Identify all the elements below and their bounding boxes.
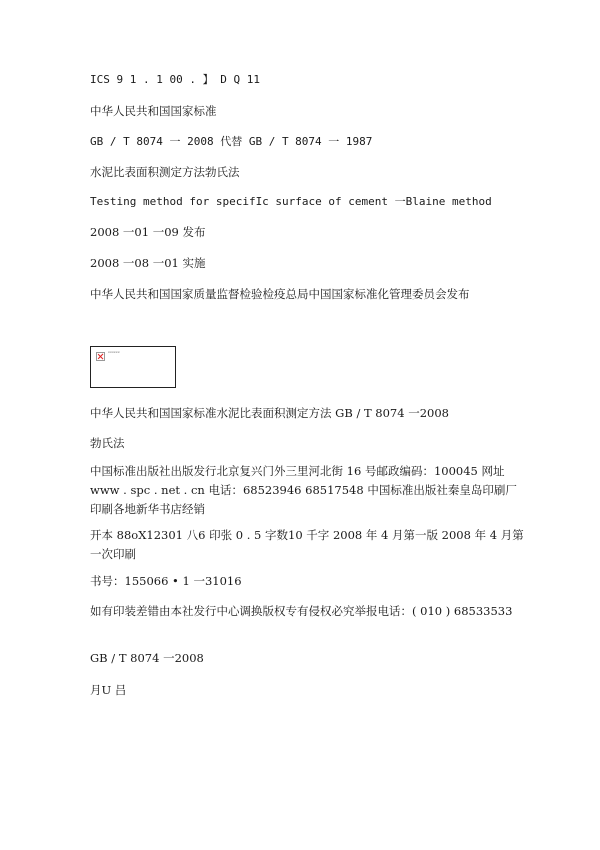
issuing-authorities: 中华人民共和国国家质量监督检验检疫总局中国国家标准化管理委员会发布 <box>90 287 470 301</box>
title-english: Testing method for specifIc surface of cement 一Blaine method <box>90 195 492 208</box>
broken-image-placeholder <box>90 346 176 388</box>
effective-date: 2008 一08 一01 实施 <box>90 256 206 270</box>
footer-standard-number: GB / T 8074 一2008 <box>90 651 204 665</box>
broken-image-icon <box>96 352 105 361</box>
print-specifications: 开本 88oX12301 八6 印张 0 . 5 字数10 千字 2008 年 4 月第一版 2008 年 4 月第一次印刷 <box>90 528 524 561</box>
title-chinese: 水泥比表面积测定方法勃氏法 <box>90 165 240 179</box>
ics-line: ICS 9 1 . 1 00 . 】 D Q 11 <box>90 73 260 86</box>
colophon-standard-title: 中华人民共和国国家标准水泥比表面积测定方法 GB / T 8074 一2008 <box>90 406 449 420</box>
standard-number: GB / T 8074 一 2008 代替 GB / T 8074 一 1987 <box>90 135 373 148</box>
method-name: 勃氏法 <box>90 436 125 450</box>
image-alt-text: xxxxxx <box>108 350 120 354</box>
book-number: 书号：155066 • 1 一31016 <box>90 574 242 588</box>
issue-date: 2008 一01 一09 发布 <box>90 225 206 239</box>
trailing-text: 月U 吕 <box>90 683 127 697</box>
copyright-notice: 如有印装差错由本社发行中心调换版权专有侵权必究举报电话：( 010 ) 68533533 <box>90 604 513 618</box>
national-standard-heading: 中华人民共和国国家标准 <box>90 104 217 118</box>
publisher-info: 中国标准出版社出版发行北京复兴门外三里河北街 16 号邮政编码：100045 网址www . spc . net . cn 电话：68523946 68517548 中国标准出版社秦皇岛印刷厂印刷各地新华书店经销 <box>90 464 517 516</box>
